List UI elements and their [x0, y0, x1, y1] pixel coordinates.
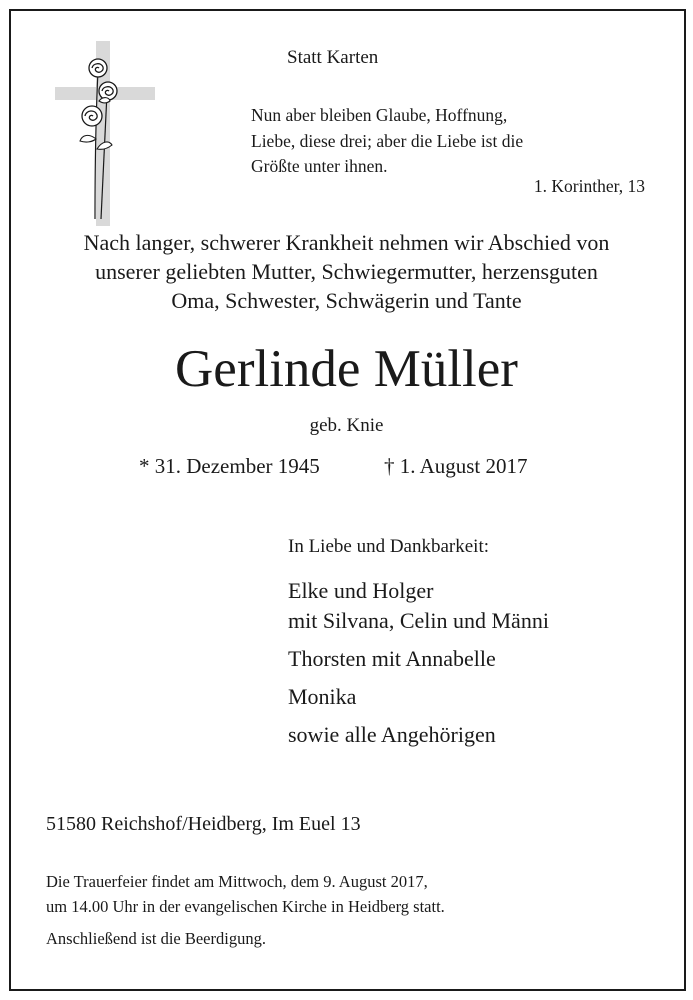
bible-verse	[251, 103, 523, 180]
mourner-line: Monika	[288, 684, 357, 709]
funeral-line: Die Trauerfeier findet am Mittwoch, dem 9. August 2017,	[46, 872, 428, 891]
address: 51580 Reichshof/Heidberg, Im Euel 13	[46, 813, 361, 835]
cross-with-roses-icon	[55, 41, 155, 226]
intro-text	[0, 228, 693, 315]
verse-line: Liebe, diese drei; aber die Liebe ist die	[251, 130, 524, 151]
death-date: † 1. August 2017	[384, 454, 528, 478]
funeral-info	[46, 869, 445, 951]
statt-karten: Statt Karten	[287, 47, 379, 68]
verse-line: Größte unter ihnen.	[251, 156, 388, 176]
mourner-line: mit Silvana, Celin und Männi	[288, 608, 549, 633]
verse-line: Nun aber bleiben Glaube, Hoffnung,	[251, 105, 508, 125]
birth-date: * 31. Dezember 1945	[139, 454, 320, 478]
maiden-name: geb. Knie	[309, 415, 384, 436]
mourners-list	[288, 576, 549, 750]
intro-line: Nach langer, schwerer Krankheit nehmen wir Abschied von	[83, 230, 610, 255]
mourners-heading: In Liebe und Dankbarkeit:	[288, 536, 490, 557]
mourner-line: Elke und Holger	[288, 578, 434, 603]
funeral-line: um 14.00 Uhr in der evangelischen Kirche in Heidberg statt.	[46, 897, 445, 916]
intro-line: Oma, Schwester, Schwägerin und Tante	[171, 288, 522, 313]
mourner-line: Thorsten mit Annabelle	[288, 646, 496, 671]
mourner-line: sowie alle Angehörigen	[288, 722, 496, 747]
deceased-name: Gerlinde Müller	[175, 340, 518, 398]
funeral-line: Anschließend ist die Beerdigung.	[46, 929, 266, 948]
verse-reference: 1. Korinther, 13	[533, 176, 645, 196]
intro-line: unserer geliebten Mutter, Schwiegermutter, herzensguten	[95, 259, 598, 284]
